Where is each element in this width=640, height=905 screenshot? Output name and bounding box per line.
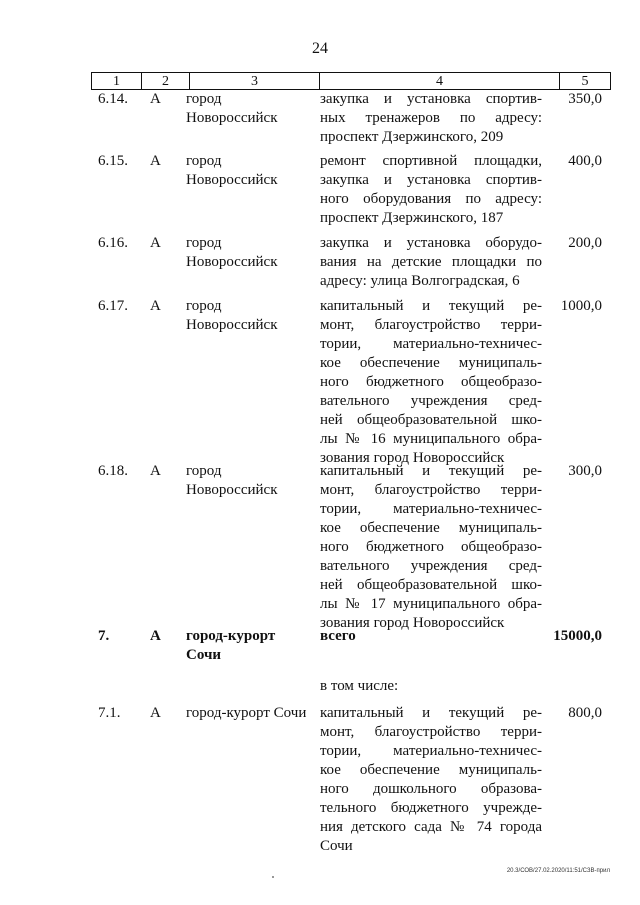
place-line: Сочи [186,647,222,663]
footer-code: 20.3/СОВ/27.02.2020/11:51/СЗВ-прил [506,868,610,874]
row-amount: 350,0 [568,91,602,107]
description-line: закупка и установка оборудо- [320,235,542,251]
description-line: закупка и установка спортив- [320,91,542,107]
row-number: 6.14. [98,91,128,107]
table-header-row [91,72,611,90]
column-header-4: 4 [320,73,560,89]
description-line: проспект Дзержинского, 209 [320,129,504,145]
place-line: Новороссийск [186,254,278,270]
row-description [320,462,542,633]
row-place [186,297,312,335]
description-line: ния детского сада № 74 города [320,819,542,835]
place-line: Новороссийск [186,172,278,188]
place-line: Новороссийск [186,317,278,333]
row-category: А [150,153,161,169]
description-line: зования город Новороссийск [320,450,505,466]
place-line: город [186,91,222,107]
place-line: город [186,235,222,251]
description-line: вания на детские площадки по [320,254,542,270]
description-line: зования город Новороссийск [320,615,505,631]
description-line: монт, благоустройство терри- [320,482,542,498]
row-amount: 15000,0 [553,628,602,644]
description-line: в том числе: [320,678,399,694]
description-line: монт, благоустройство терри- [320,317,542,333]
place-line: город [186,463,222,479]
description-line: адресу: улица Волгоградская, 6 [320,273,520,289]
description-line: тории, материально-техничес- [320,743,542,759]
description-line: тории, материально-техничес- [320,336,542,352]
row-description [320,152,542,228]
table-row [0,462,640,631]
description-line: кое обеспечение муниципаль- [320,355,542,371]
row-description [320,627,542,646]
row-description [320,234,542,291]
row-category: А [150,463,161,479]
description-line: ней общеобразовательной шко- [320,577,542,593]
scan-dot [272,876,274,878]
column-header-1: 1 [92,73,142,89]
row-description [320,297,542,468]
row-number: 6.17. [98,298,128,314]
row-description [320,704,542,856]
description-line: ного бюджетного общеобразо- [320,539,542,555]
description-line: вательного учреждения сред- [320,393,542,409]
place-line: город-курорт [186,628,276,644]
table-row [0,297,640,466]
row-category: А [150,298,161,314]
column-header-5: 5 [581,74,589,89]
table-row [0,704,640,854]
description-line: закупка и установка спортив- [320,172,542,188]
description-line: вательного учреждения сред- [320,558,542,574]
row-place [186,152,312,190]
row-place [186,234,312,272]
table-row [0,152,640,234]
description-line: ных тренажеров по адресу: [320,110,542,126]
description-line: тельного бюджетного учрежде- [320,800,542,816]
table-row [0,673,640,704]
description-line: всего [320,628,356,644]
row-category: А [150,91,161,107]
row-amount: 200,0 [568,235,602,251]
place-line: Новороссийск [186,482,278,498]
table-row [0,627,640,673]
row-category: А [150,628,161,644]
row-description [320,677,542,696]
description-line: проспект Дзержинского, 187 [320,210,504,226]
row-number: 7. [98,628,110,644]
description-line: кое обеспечение муниципаль- [320,762,542,778]
row-number: 6.16. [98,235,128,251]
page-number: 24 [312,40,328,57]
row-amount: 400,0 [568,153,602,169]
place-line: Новороссийск [186,110,278,126]
row-place [186,627,312,665]
description-line: ней общеобразовательной шко- [320,412,542,428]
column-header-3: 3 [190,73,320,89]
description-line: ного дошкольного образова- [320,781,542,797]
description-line: лы № 17 муниципального обра- [320,596,542,612]
row-number: 6.15. [98,153,128,169]
description-line: капитальный и текущий ре- [320,298,542,314]
row-amount: 300,0 [568,463,602,479]
description-line: лы № 16 муниципального обра- [320,431,542,447]
description-line: ного оборудования по адресу: [320,191,542,207]
row-amount: 1000,0 [560,298,602,314]
description-line: капитальный и текущий ре- [320,463,542,479]
row-place [186,462,312,500]
description-line: капитальный и текущий ре- [320,705,542,721]
description-line: Сочи [320,838,353,854]
row-place [186,704,312,723]
place-line: город-курорт Сочи [186,705,307,721]
table-row [0,234,640,297]
place-line: город [186,298,222,314]
row-description [320,90,542,147]
description-line: ремонт спортивной площадки, [320,153,542,169]
description-line: кое обеспечение муниципаль- [320,520,542,536]
row-category: А [150,235,161,251]
table-row [0,90,640,152]
row-number: 6.18. [98,463,128,479]
description-line: монт, благоустройство терри- [320,724,542,740]
place-line: город [186,153,222,169]
row-number: 7.1. [98,705,121,721]
row-place [186,90,312,128]
description-line: ного бюджетного общеобразо- [320,374,542,390]
description-line: тории, материально-техничес- [320,501,542,517]
column-header-2: 2 [142,73,190,89]
row-category: А [150,705,161,721]
row-amount: 800,0 [568,705,602,721]
